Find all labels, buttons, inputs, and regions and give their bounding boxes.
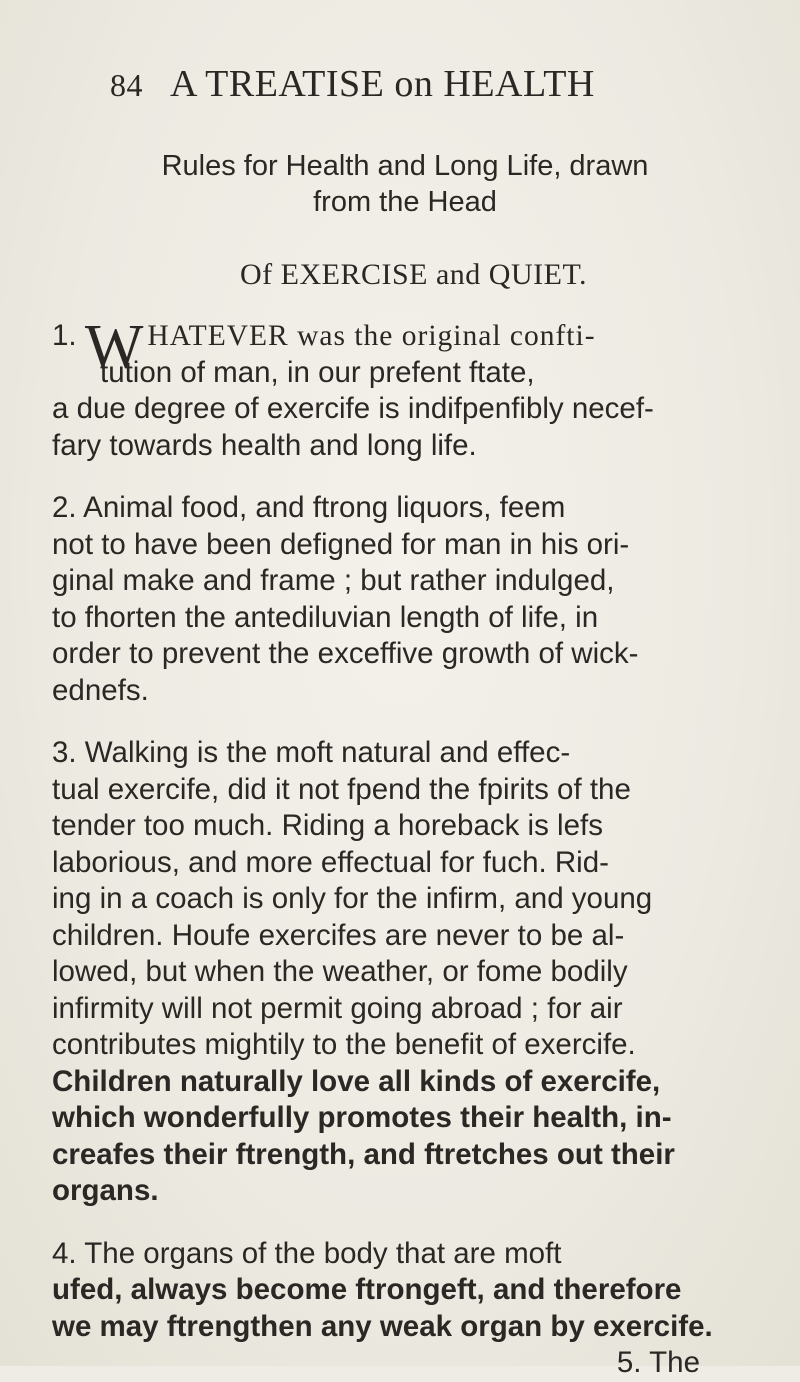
paragraph-line: a due degree of exercife is indifpenfibly necef- bbox=[52, 392, 654, 425]
paragraph-line: not to have been defigned for man in his ori- bbox=[52, 527, 630, 561]
paragraph-line: laborious, and more effectual for fuch. Rid- bbox=[52, 845, 609, 879]
paragraph-line: we may ftrengthen any weak organ by exercife. bbox=[52, 1309, 713, 1343]
drop-cap: W bbox=[84, 313, 144, 381]
paragraph-line: fary towards health and long life. bbox=[52, 428, 477, 462]
paragraph-line: creafes their ftrength, and ftretches out their bbox=[52, 1137, 675, 1171]
paragraph-line: 4. The organs of the body that are moft bbox=[52, 1236, 562, 1270]
paragraph-line: ufed, always become ftrongeft, and therefore bbox=[52, 1273, 682, 1306]
paragraph-3 bbox=[52, 735, 758, 1210]
subtitle-line-2: from the Head bbox=[313, 186, 497, 218]
paragraph-line: organs. bbox=[52, 1174, 159, 1207]
paragraph-line: contributes mightily to the benefit of exercife. bbox=[52, 1028, 636, 1061]
paragraph-line: ginal make and frame ; but rather indulged, bbox=[52, 564, 615, 597]
paragraph-number: 1. bbox=[52, 319, 77, 352]
body-text bbox=[52, 313, 758, 1382]
paragraph-line: children. Houfe exercifes are never to be al- bbox=[52, 918, 625, 952]
paragraph-4 bbox=[52, 1236, 758, 1346]
paragraph-line-text: HATEVER was the original confti- bbox=[147, 320, 596, 352]
section-heading: Of EXERCISE and QUIET. bbox=[240, 258, 588, 291]
page-number: 84 bbox=[110, 67, 143, 103]
catchword: 5. The bbox=[616, 1346, 700, 1379]
paragraph-line: infirmity will not permit going abroad ; for air bbox=[52, 991, 623, 1025]
running-title: A TREATISE on HEALTH bbox=[170, 63, 595, 105]
paragraph-line: 3. Walking is the moft natural and effec- bbox=[52, 736, 571, 769]
paragraph-line: lowed, but when the weather, or fome bodily bbox=[52, 955, 628, 988]
paragraph-line: to fhorten the antediluvian length of life, in bbox=[52, 600, 599, 634]
paragraph-line: which wonderfully promotes their health, in- bbox=[52, 1101, 672, 1134]
subtitle-line-1: Rules for Health and Long Life, drawn bbox=[161, 150, 649, 182]
chapter-subtitle bbox=[60, 148, 750, 220]
paragraph-line: ednefs. bbox=[52, 673, 149, 707]
paragraph-2 bbox=[52, 490, 758, 709]
paragraph-line: tution of man, in our prefent ftate, bbox=[100, 355, 535, 389]
paragraph-line: tender too much. Riding a horeback is lefs bbox=[52, 809, 603, 842]
paragraph-1 bbox=[52, 313, 758, 464]
paragraph-line: order to prevent the exceffive growth of wick- bbox=[52, 637, 639, 670]
paragraph-line: Children naturally love all kinds of exercife, bbox=[52, 1064, 661, 1098]
paragraph-line: ing in a coach is only for the infirm, and young bbox=[52, 882, 653, 915]
paragraph-line: 2. Animal food, and ftrong liquors, feem bbox=[52, 491, 566, 524]
running-head bbox=[110, 62, 670, 112]
paragraph-line: tual exercife, did it not fpend the fpirits of the bbox=[52, 772, 631, 806]
